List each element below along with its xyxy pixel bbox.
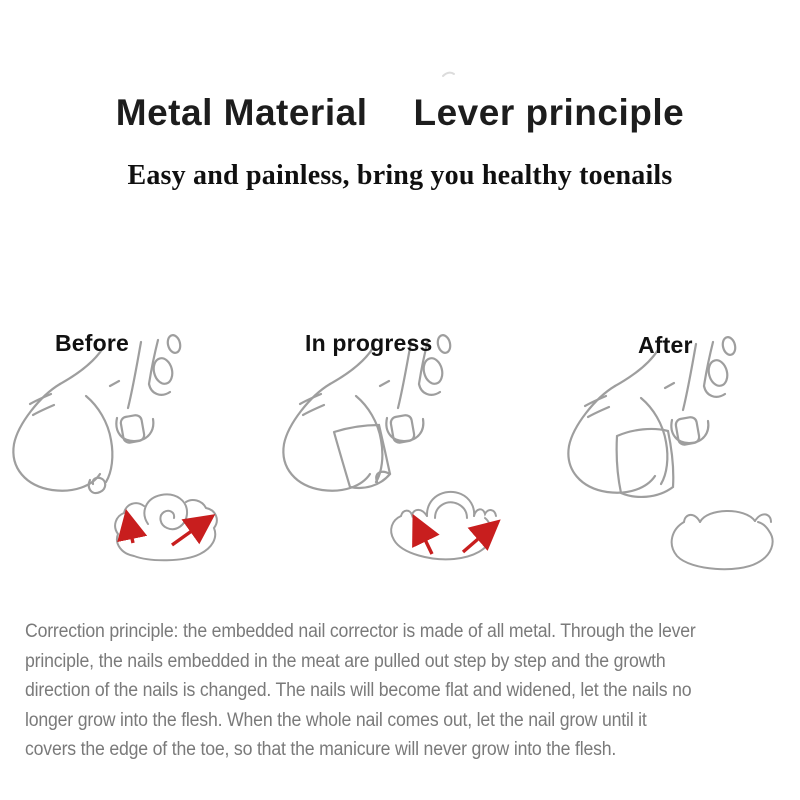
foot-sketch bbox=[13, 334, 182, 493]
description-section bbox=[25, 617, 800, 765]
cross-section-after bbox=[672, 511, 773, 569]
cross-section-in-progress bbox=[391, 492, 496, 559]
ingrown-nail-curl bbox=[89, 478, 106, 493]
title-metal-material: Metal Material bbox=[115, 92, 368, 133]
toe-illustration-before bbox=[0, 330, 250, 590]
description-text: Correction principle: the embedded nail corrector is made of all metal. Through the lever principle, the nails embedded in the meat are pulled out step by step and the growth direction of the nails is changed. The nails will become flat and widened, let the nails no longer grow into the flesh. When the whole nail comes out, let the nail grow until it covers the edge of the toe, so that the manicure will never grow into the flesh. bbox=[25, 621, 696, 760]
stage-in-progress bbox=[270, 330, 520, 590]
toe-illustration-after bbox=[555, 332, 800, 592]
foot-sketch bbox=[283, 334, 452, 491]
flat-nail-arc bbox=[700, 511, 755, 522]
outward-arrows-icon bbox=[128, 519, 207, 545]
title-lever-principle: Lever principle bbox=[413, 92, 685, 133]
stage-before bbox=[0, 330, 250, 590]
stage-label-in-progress: In progress bbox=[305, 330, 433, 356]
arrow-up-right-icon bbox=[463, 526, 493, 552]
toe-illustration-in-progress bbox=[270, 330, 520, 590]
arrow-up-left-icon bbox=[417, 523, 432, 554]
page-title bbox=[0, 92, 800, 134]
arrow-up-left-icon bbox=[128, 519, 133, 543]
smudge-mark bbox=[441, 70, 457, 80]
subtitle: Easy and painless, bring you healthy toenails bbox=[127, 160, 673, 191]
stage-label-after: After bbox=[638, 332, 693, 358]
stage-after bbox=[555, 332, 800, 592]
curled-nail-spiral bbox=[144, 494, 187, 529]
arrow-up-right-icon bbox=[172, 520, 207, 545]
corrector-arch-inner bbox=[435, 502, 467, 518]
stage-label-before: Before bbox=[55, 330, 130, 356]
foot-sketch bbox=[568, 336, 737, 497]
